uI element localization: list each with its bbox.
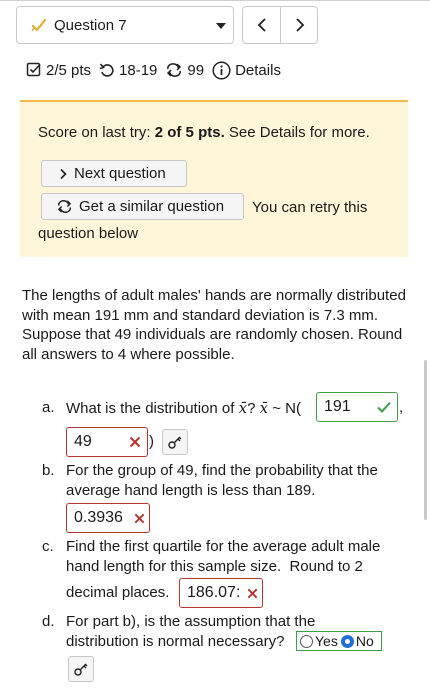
retry-arrows-icon [56,199,73,214]
yes-radio[interactable] [300,635,313,648]
part-c-prompt-line2: hand length for this sample size. Round to 2 [66,558,363,575]
top-divider [0,0,430,1]
part-c-prompt-line3: decimal places. [66,584,170,601]
normality-radio-group [296,631,382,651]
xbar-symbol: x̄ [259,399,269,417]
comma-text: , [399,399,404,416]
mean-answer-field[interactable] [316,392,398,422]
key-icon [167,434,183,450]
part-d-letter: d. [42,613,55,630]
details-label: Details [235,61,281,79]
xbar-symbol: x̄ [238,399,248,417]
retry-text-line2: question below [38,225,139,242]
part-a-prompt [66,398,301,419]
probability-answer-value: 0.3936 [74,509,123,526]
mean-answer-value: 191 [324,398,351,415]
attempts-status [99,62,157,79]
yes-label: Yes [315,633,338,649]
undo-icon [99,62,115,78]
incorrect-x-icon [128,435,142,449]
question-nav [242,6,318,44]
correct-check-icon [376,399,392,415]
question-selector[interactable] [16,6,234,44]
no-radio[interactable] [341,635,354,648]
sd-answer-value: 49 [74,433,92,450]
key-icon [73,661,89,677]
next-question-label: Next question [74,165,166,182]
part-d-prompt-line2: distribution is normal necessary? [66,633,285,650]
probability-answer-field[interactable] [66,503,150,533]
key-button-d[interactable] [68,656,94,682]
no-label: No [355,633,374,649]
sd-answer-field[interactable] [66,427,148,457]
part-c-letter: c. [42,538,54,555]
part-d-prompt-line1: For part b), is the assumption that the [66,613,316,630]
chevron-down-icon [216,23,226,29]
incorrect-x-icon [133,512,146,525]
next-question-button[interactable] [41,160,187,187]
part-a-prompt-mid: ? [247,400,260,417]
part-b-prompt-line2: average hand length is less than 189. [66,482,316,499]
chevron-right-icon [295,18,305,32]
retry-notice [20,100,408,257]
points-status [26,62,91,79]
retries-status [165,62,204,79]
score-prefix: Score on last try: [38,124,155,141]
score-value: 2 of 5 pts. [154,124,225,141]
checkbox-icon [26,62,42,78]
quartile-answer-value: 186.07: [187,584,241,601]
quartile-answer-field[interactable] [179,578,263,608]
previous-question-button[interactable] [243,7,281,43]
retry-arrows-icon [165,62,183,78]
retry-text-line1: You can retry this [252,199,368,216]
part-b [42,461,412,503]
score-text [38,124,370,141]
close-paren-text: ) [149,433,154,450]
problem-text: The lengths of adult males' hands are normally distributed with mean 191 mm and standard deviation is 7.3 mm. Suppose that 49 individuals are randomly chosen. Round all answers to 4 where possible. [22,287,406,363]
attempts-text: 18-19 [119,61,158,79]
retries-text: 99 [187,61,205,79]
chevron-left-icon [257,18,267,32]
part-a-letter: a. [42,399,55,416]
details-button[interactable] [212,61,281,80]
next-question-nav-button[interactable] [281,7,318,43]
part-c-prompt-line1: Find the first quartile for the average adult male [66,538,381,555]
info-icon [212,61,231,80]
points-text: 2/5 pts [46,61,92,79]
similar-question-button[interactable] [41,193,244,220]
incorrect-x-icon [246,587,259,600]
question-label: Question 7 [54,17,127,34]
chevron-right-icon [58,168,68,180]
similar-question-label: Get a similar question [79,198,225,215]
normal-notation: ~ N( [268,400,301,417]
key-button-a[interactable] [162,429,188,455]
score-suffix: See Details for more. [224,124,370,141]
status-row [26,58,281,82]
part-a-prompt-start: What is the distribution of [66,400,239,417]
pencil-check-icon [30,16,48,34]
part-b-prompt-line1: For the group of 49, find the probability that the [66,462,378,479]
scrollbar[interactable] [424,360,427,520]
part-b-letter: b. [42,462,55,479]
